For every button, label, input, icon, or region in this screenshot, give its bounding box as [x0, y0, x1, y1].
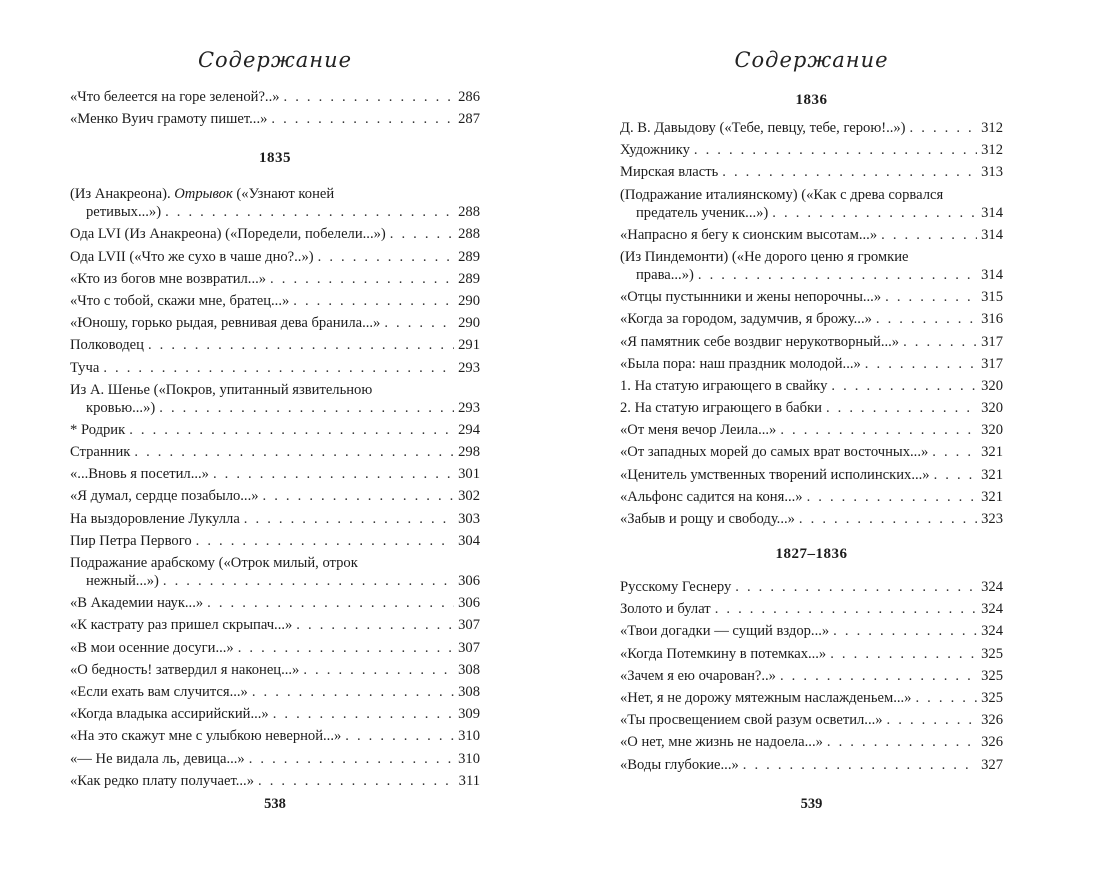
toc-entry [70, 270, 480, 288]
entry-page-number: 327 [981, 756, 1003, 773]
entry-title: «Если ехать вам случится...» [70, 683, 248, 700]
entry-page-number: 324 [981, 601, 1003, 618]
entry-title: «Твои догадки — сущий вздор...» [620, 623, 830, 640]
entry-title: «Воды глубокие...» [620, 756, 739, 773]
left-page [70, 0, 480, 880]
entry-page-number: 317 [981, 333, 1003, 350]
toc-entries-1835 [70, 185, 480, 790]
dot-leader [213, 465, 454, 483]
dot-leader [345, 727, 454, 745]
toc-entry [70, 443, 480, 461]
entry-page-number: 314 [981, 204, 1003, 221]
dot-leader [826, 399, 977, 417]
right-page [620, 0, 1003, 880]
entry-title: кровью...») [86, 399, 156, 416]
entry-title: «Нет, я не дорожу мятежным наслажденьем...» [620, 689, 912, 706]
entry-title: «Ты просвещением свой разум осветил...» [620, 712, 883, 729]
entry-title-line2 [620, 204, 1003, 222]
entry-title: «К кастрату раз пришел скрыпач...» [70, 617, 293, 634]
entry-page-number: 313 [981, 164, 1003, 181]
toc-entry [70, 248, 480, 266]
toc-entry [620, 600, 1003, 618]
dot-leader [271, 110, 454, 128]
dot-leader [293, 292, 454, 310]
toc-entry [620, 645, 1003, 663]
dot-leader [910, 119, 978, 137]
toc-entry [620, 288, 1003, 306]
page-number: 538 [264, 796, 286, 812]
dot-leader [799, 510, 977, 528]
toc-entry [620, 163, 1003, 181]
entry-page-number: 321 [981, 488, 1003, 505]
toc-entry [620, 622, 1003, 640]
dot-leader [270, 270, 454, 288]
toc-entry [620, 466, 1003, 484]
toc-content [620, 92, 1003, 778]
entry-title: права...») [636, 266, 694, 283]
entry-page-number: 317 [981, 355, 1003, 372]
dot-leader [780, 421, 977, 439]
entry-title: «Я памятник себе воздвиг нерукотворный...» [620, 333, 900, 350]
toc-entry [620, 333, 1003, 351]
toc-entry [620, 310, 1003, 328]
entry-title: «Кто из богов мне возвратил...» [70, 270, 267, 287]
toc-entry [620, 377, 1003, 395]
entry-page-number: 311 [458, 772, 480, 789]
toc-entry [70, 336, 480, 354]
entry-title: Ода LVI (Из Анакреона) («Поредели, побелели...») [70, 226, 386, 243]
entry-title: Художнику [620, 142, 690, 159]
entry-title: ретивых...») [86, 204, 162, 221]
entry-title: «В мои осенние досуги...» [70, 639, 234, 656]
toc-entry [620, 488, 1003, 506]
entry-title: «...Вновь я посетил...» [70, 466, 209, 483]
entry-title: «О нет, мне жизнь не надоела...» [620, 734, 823, 751]
entry-page-number: 323 [981, 511, 1003, 527]
entry-title: «— Не видала ль, девица...» [70, 750, 245, 767]
entry-page-number: 291 [458, 337, 480, 354]
entry-page-number: 325 [981, 667, 1003, 684]
entry-page-number: 325 [981, 645, 1003, 662]
entry-title: «Зачем я ею очарован?..» [620, 667, 776, 684]
entry-title: предатель ученик...») [636, 204, 769, 221]
dot-leader [715, 600, 977, 618]
toc-entry [70, 185, 480, 221]
dot-leader [129, 421, 454, 439]
entry-page-number: 304 [458, 532, 480, 549]
dot-leader [833, 622, 977, 640]
entry-page-number: 315 [981, 289, 1003, 306]
dot-leader [273, 705, 454, 723]
entry-title: «Была пора: наш праздник молодой...» [620, 355, 861, 372]
entry-page-number: 289 [458, 248, 480, 265]
entry-title: Пир Петра Первого [70, 532, 192, 549]
entry-page-number: 320 [981, 422, 1003, 439]
entry-page-number: 325 [981, 689, 1003, 706]
toc-entry [620, 711, 1003, 729]
entry-title-line1: (Подражание италиянскому) («Как с древа сорвался [620, 186, 944, 203]
intro-entries [70, 88, 480, 128]
toc-entry [620, 756, 1003, 774]
entry-title: «Юношу, горько рыдая, ревнивая дева бранила...» [70, 315, 381, 332]
entry-page-number: 321 [981, 466, 1003, 483]
entry-title: «Что с тобой, скажи мне, братец...» [70, 292, 290, 309]
toc-entry [620, 355, 1003, 373]
entry-title-line2 [70, 572, 480, 590]
entry-page-number: 320 [981, 377, 1003, 394]
entry-title-line2 [620, 266, 1003, 284]
entry-title: Ода LVII («Что же сухо в чаше дно?..») [70, 248, 314, 265]
toc-entry [70, 88, 480, 106]
dot-leader [934, 466, 978, 484]
toc-entry [620, 443, 1003, 461]
entry-title: «Ценитель умственных творений исполинских...» [620, 466, 930, 483]
toc-entry [620, 578, 1003, 596]
entry-page-number: 302 [458, 488, 480, 505]
entry-page-number: 303 [458, 510, 480, 527]
toc-entries-1827-1836 [620, 578, 1003, 774]
dot-leader [885, 288, 977, 306]
entry-title: «Что белеется на горе зеленой?..» [70, 89, 280, 105]
dot-leader [915, 689, 977, 707]
dot-leader [134, 443, 454, 461]
entry-page-number: 301 [458, 466, 480, 483]
entry-title: Туча [70, 359, 100, 376]
toc-entry [70, 705, 480, 723]
dot-leader [258, 772, 455, 790]
toc-entry [70, 661, 480, 679]
toc-entry [70, 616, 480, 634]
toc-entry [70, 594, 480, 612]
entry-page-number: 320 [981, 400, 1003, 417]
entry-page-number: 312 [981, 120, 1003, 136]
entry-page-number: 309 [458, 706, 480, 723]
entry-title: «Я думал, сердце позабыло...» [70, 488, 259, 505]
dot-leader [196, 532, 454, 550]
entry-title: Мирская власть [620, 164, 719, 181]
dot-leader [244, 510, 454, 528]
entry-page-number: 324 [981, 579, 1003, 595]
entry-page-number: 316 [981, 311, 1003, 328]
dot-leader [932, 443, 977, 461]
dot-leader [163, 572, 454, 590]
entry-page-number: 293 [458, 359, 480, 376]
dot-leader [807, 488, 978, 506]
entry-title: «На это скажут мне с улыбкою неверной...» [70, 728, 342, 745]
toc-entry [620, 510, 1003, 528]
entry-page-number: 286 [458, 89, 480, 105]
toc-entry [620, 141, 1003, 159]
entry-page-number: 310 [458, 728, 480, 745]
entry-page-number: 298 [458, 444, 480, 461]
year-heading: 1836 [795, 92, 828, 108]
toc-entry [620, 733, 1003, 751]
entry-page-number: 310 [458, 750, 480, 767]
toc-entry [70, 510, 480, 528]
entry-page-number: 289 [458, 270, 480, 287]
dot-leader [207, 594, 454, 612]
entry-title: Странник [70, 444, 131, 461]
entry-title: «Когда Потемкину в потемках...» [620, 645, 827, 662]
dot-leader [865, 355, 977, 373]
entry-title: Золото и булат [620, 601, 711, 618]
dot-leader [238, 639, 454, 657]
entry-title-line1: Подражание арабскому («Отрок милый, отрок [70, 555, 358, 571]
entry-page-number: 308 [458, 661, 480, 678]
toc-entry [620, 248, 1003, 284]
entry-page-number: 307 [458, 617, 480, 634]
entry-title: «Альфонс садится на коня...» [620, 488, 803, 505]
toc-entry [70, 683, 480, 701]
toc-entry [70, 750, 480, 768]
dot-leader [881, 226, 977, 244]
entry-title: «Менко Вуич грамоту пишет...» [70, 111, 268, 128]
entry-title: * Родрик [70, 421, 126, 438]
entry-title: «От западных морей до самых врат восточных...» [620, 444, 929, 461]
toc-entry [70, 314, 480, 332]
entry-title: На выздоровление Лукулла [70, 510, 240, 527]
dot-leader [252, 683, 454, 701]
entry-page-number: 308 [458, 683, 480, 700]
dot-leader [296, 616, 454, 634]
entry-page-number: 288 [458, 204, 480, 221]
entry-title: Русскому Геснеру [620, 579, 732, 595]
dot-leader [772, 204, 977, 222]
toc-entry [620, 689, 1003, 707]
entry-page-number: 306 [458, 595, 480, 612]
toc-entry [620, 119, 1003, 137]
toc-entries-1836 [620, 119, 1003, 528]
entry-title-part: (Из Анакреона). [70, 186, 175, 203]
entry-page-number: 307 [458, 639, 480, 656]
toc-entry [620, 421, 1003, 439]
entry-title: 1. На статую играющего в свайку [620, 377, 828, 394]
entry-title-line1 [70, 185, 480, 203]
entry-page-number: 326 [981, 712, 1003, 729]
dot-leader [159, 399, 454, 417]
dot-leader [722, 163, 977, 181]
entry-title: «О бедность! затвердил я наконец...» [70, 661, 300, 678]
dot-leader [887, 711, 978, 729]
dot-leader [831, 377, 977, 395]
dot-leader [284, 88, 455, 106]
dot-leader [780, 667, 977, 685]
entry-page-number: 321 [981, 444, 1003, 461]
entry-title-part: («Узнают коней [232, 186, 335, 203]
entry-title: «От меня вечор Леила...» [620, 422, 777, 439]
toc-entry [70, 639, 480, 657]
toc-entry [620, 667, 1003, 685]
toc-entry [620, 226, 1003, 244]
dot-leader [903, 333, 977, 351]
dot-leader [318, 248, 454, 266]
entry-title: «Когда владыка ассирийский...» [70, 706, 269, 723]
entry-page-number: 290 [458, 315, 480, 332]
entry-page-number: 312 [981, 142, 1003, 159]
toc-entry [70, 225, 480, 243]
dot-leader [743, 756, 977, 774]
toc-entry [70, 110, 480, 128]
toc-entry [70, 554, 480, 590]
toc-entry [70, 421, 480, 439]
entry-page-number: 326 [981, 734, 1003, 751]
toc-entry [620, 186, 1003, 222]
toc-entry [70, 292, 480, 310]
entry-page-number: 290 [458, 292, 480, 309]
dot-leader [827, 733, 977, 751]
toc-entry [70, 772, 480, 790]
entry-page-number: 306 [458, 573, 480, 589]
entry-page-number: 314 [981, 266, 1003, 283]
toc-entry [70, 359, 480, 377]
toc-entry [70, 465, 480, 483]
entry-title: 2. На статую играющего в бабки [620, 400, 822, 417]
dot-leader [830, 645, 977, 663]
entry-title: «Напрасно я бегу к сионским высотам...» [620, 226, 878, 243]
dot-leader [263, 487, 455, 505]
page-heading: Содержание [734, 48, 889, 72]
page-number: 539 [800, 796, 823, 812]
entry-title: «Как редко плату получает...» [70, 772, 254, 789]
entry-page-number: 294 [458, 421, 480, 438]
entry-title-line1: (Из Пиндемонти) («Не дорого ценю я громкие [620, 248, 909, 265]
entry-title: «В Академии наук...» [70, 595, 204, 612]
dot-leader [694, 141, 977, 159]
entry-title: «Когда за городом, задумчив, я брожу...» [620, 311, 872, 328]
dot-leader [698, 266, 977, 284]
dot-leader [390, 225, 454, 243]
entry-page-number: 314 [981, 226, 1003, 243]
entry-page-number: 324 [981, 623, 1003, 640]
year-heading: 1835 [259, 150, 291, 167]
page-heading: Содержание [197, 48, 353, 72]
dot-leader [384, 314, 454, 332]
dot-leader [303, 661, 454, 679]
entry-page-number: 293 [458, 399, 480, 416]
dot-leader [165, 203, 454, 221]
entry-title: нежный...») [86, 573, 159, 589]
year-heading: 1827–1836 [775, 546, 848, 562]
entry-title: «Отцы пустынники и жены непорочны...» [620, 289, 882, 306]
dot-leader [249, 750, 454, 768]
entry-title: Д. В. Давыдову («Тебе, певцу, тебе, герою!..») [620, 120, 906, 136]
dot-leader [103, 359, 454, 377]
dot-leader [876, 310, 977, 328]
entry-title-italic: Отрывок [174, 186, 233, 203]
toc-entry [70, 381, 480, 417]
entry-title-line1: Из А. Шенье («Покров, упитанный язвительною [70, 381, 373, 398]
toc-entry [70, 532, 480, 550]
dot-leader [148, 336, 454, 354]
toc-entry [70, 727, 480, 745]
dot-leader [735, 578, 977, 596]
toc-entry [70, 487, 480, 505]
entry-title-line2 [70, 399, 480, 417]
toc-entry [620, 399, 1003, 417]
entry-page-number: 288 [458, 226, 480, 243]
entry-title-line2 [70, 203, 480, 221]
entry-title: Полководец [70, 337, 144, 354]
entry-title: «Забыв и рощу и свободу...» [620, 511, 795, 527]
toc-content [70, 88, 480, 794]
entry-page-number: 287 [458, 111, 480, 128]
